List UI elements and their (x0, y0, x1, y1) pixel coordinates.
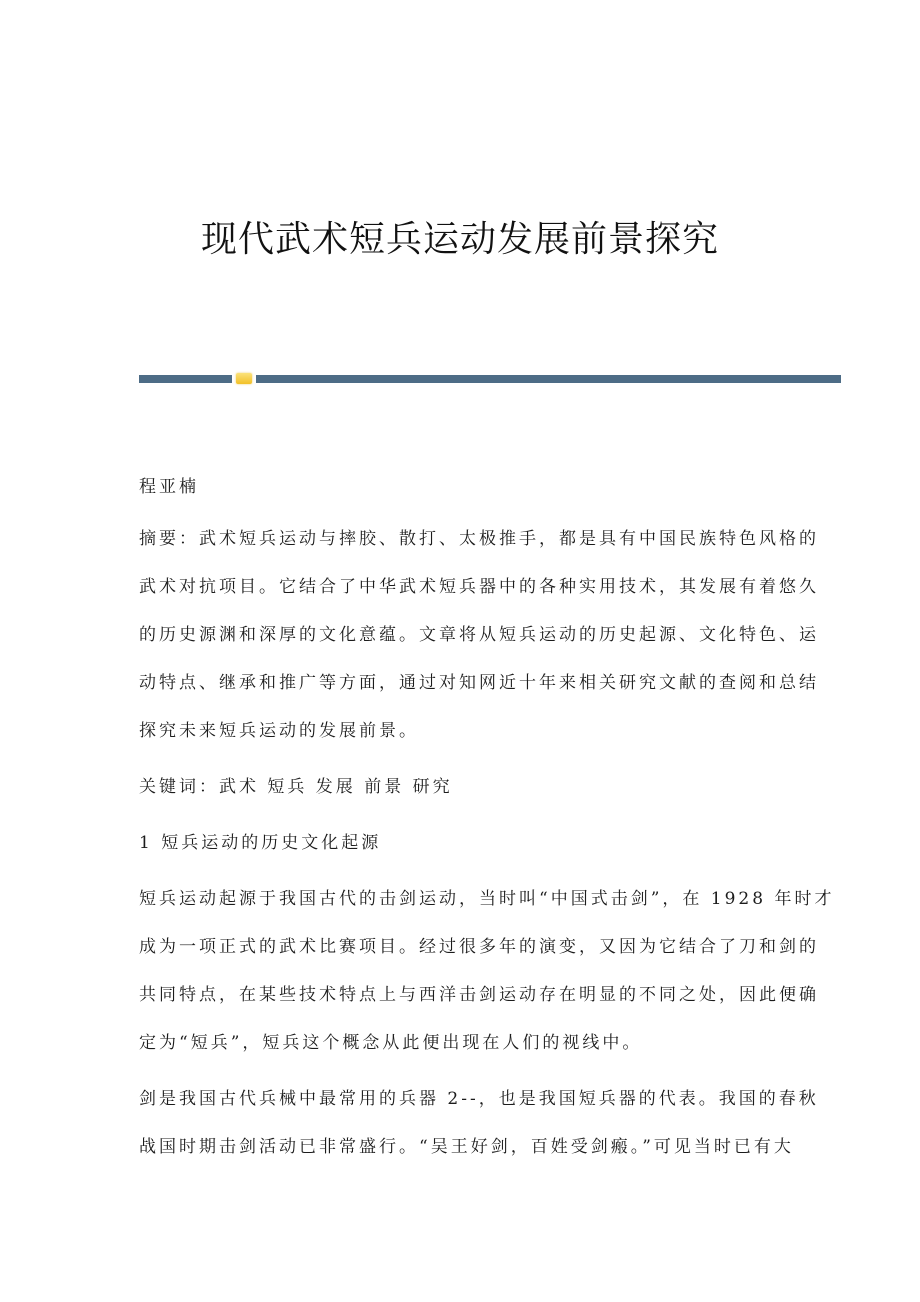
keywords: 关键词：武术 短兵 发展 前景 研究 (139, 777, 453, 797)
paragraph-line: 短兵运动起源于我国古代的击剑运动，当时叫“中国式击剑”，在 1928 年时才 (139, 889, 835, 909)
paragraph-line: 共同特点，在某些技术特点上与西洋击剑运动存在明显的不同之处，因此便确 (139, 985, 819, 1005)
paragraph-2 (139, 1075, 819, 1171)
paragraph-line: 定为“短兵”，短兵这个概念从此便出现在人们的视线中。 (139, 1033, 643, 1053)
section-heading: 1 短兵运动的历史文化起源 (139, 833, 382, 853)
paragraph-line: 成为一项正式的武术比赛项目。经过很多年的演变，又因为它结合了刀和剑的 (139, 937, 819, 957)
divider-bar-left (139, 375, 232, 383)
abstract-line: 的历史源渊和深厚的文化意蕴。文章将从短兵运动的历史起源、文化特色、运 (139, 625, 819, 645)
document-title: 现代武术短兵运动发展前景探究 (200, 219, 719, 260)
divider-bar-right (256, 375, 841, 383)
abstract (139, 515, 819, 755)
paragraph-line: 剑是我国古代兵械中最常用的兵器 2--，也是我国短兵器的代表。我国的春秋 (139, 1089, 819, 1109)
author-name: 程亚楠 (139, 477, 199, 497)
title-divider (139, 375, 841, 383)
abstract-line: 探究未来短兵运动的发展前景。 (139, 721, 419, 741)
abstract-line: 摘要：武术短兵运动与摔胶、散打、太极推手，都是具有中国民族特色风格的 (139, 529, 819, 549)
abstract-line: 武术对抗项目。它结合了中华武术短兵器中的各种实用技术，其发展有着悠久 (139, 577, 819, 597)
abstract-line: 动特点、继承和推广等方面，通过对知网近十年来相关研究文献的查阅和总结 (139, 673, 819, 693)
divider-ornament-icon (236, 373, 252, 384)
paragraph-line: 战国时期击剑活动已非常盛行。“吴王好剑，百姓受剑瘢。”可见当时已有大 (139, 1137, 794, 1157)
paragraph-1 (139, 875, 835, 1067)
